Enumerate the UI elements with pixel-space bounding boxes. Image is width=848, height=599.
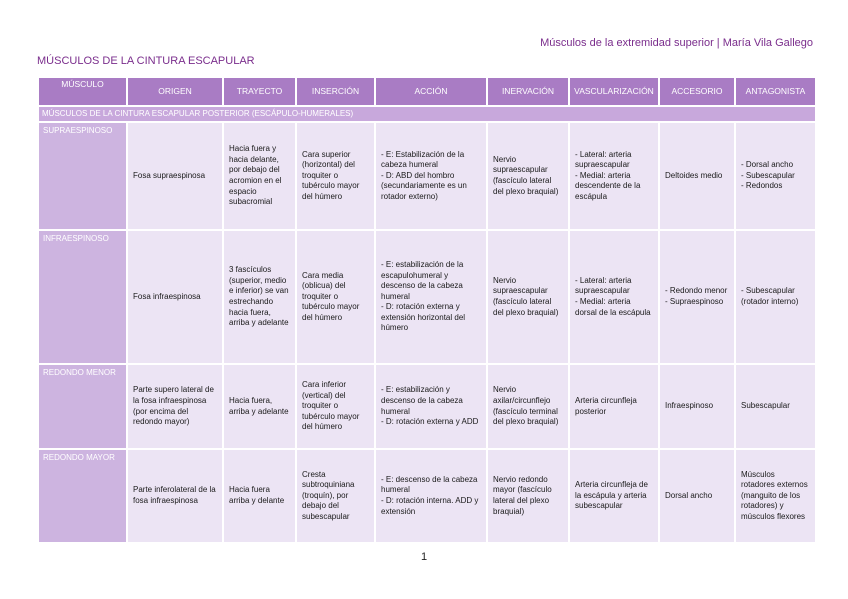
document-header-title: Músculos de la extremidad superior | María Vila Gallego (540, 37, 813, 49)
vascularizacion-cell (570, 365, 658, 448)
insercion-cell: Cresta subtroquiniana (troquín), por debajo del subescapular (297, 450, 374, 542)
accesorio-item: Infraespinoso (665, 401, 714, 411)
inervacion-cell: Nervio axilar/circunflejo (fascículo terminal del plexo braquial) (488, 365, 568, 448)
origen-cell: Parte inferolateral de la fosa infraespinosa (128, 450, 222, 542)
vascularizacion-cell (570, 450, 658, 542)
accion-cell (376, 450, 486, 542)
accesorio-cell (660, 450, 734, 542)
column-header-origen: ORIGEN (128, 78, 222, 105)
accesorio-item: - Supraespinoso (665, 297, 724, 306)
trayecto-cell: 3 fascículos (superior, medio e inferior) se van estrechando hacia fuera, arriba y adelante (224, 231, 295, 363)
accesorio-item: - Redondo menor (665, 286, 728, 296)
accion-item: - D: rotación interna. ADD y extensión (381, 496, 479, 516)
accion-item: - E: descenso de la cabeza humeral (381, 474, 478, 495)
trayecto-cell: Hacia fuera, arriba y adelante (224, 365, 295, 448)
accion-item: - E: Estabilización de la cabeza humeral (381, 149, 465, 170)
column-header-insercion: INSERCIÓN (297, 78, 374, 105)
insercion-cell: Cara media (oblicua) del troquiter o tubérculo mayor del húmero (297, 231, 374, 363)
origen-cell: Fosa supraespinosa (128, 123, 222, 229)
antagonista-cell (736, 450, 815, 542)
muscle-name: SUPRAESPINOSO (39, 123, 126, 229)
table-row (39, 365, 815, 448)
page-number: 1 (420, 551, 428, 563)
insercion-cell: Cara superior (horizontal) del troquiter o tubérculo mayor del húmero (297, 123, 374, 229)
accesorio-cell (660, 123, 734, 229)
group-row (39, 107, 815, 121)
antagonista-item: Músculos rotadores externos (manguito de los rotadores) y músculos flexores (741, 469, 808, 521)
origen-cell: Parte supero lateral de la fosa infraespinosa (por encima del redondo mayor) (128, 365, 222, 448)
accion-cell (376, 123, 486, 229)
antagonista-cell (736, 365, 815, 448)
column-header-accion: ACCIÓN (376, 78, 486, 105)
antagonista-cell (736, 123, 815, 229)
accion-item: - D: ABD del hombro (secundariamente es un rotador externo) (381, 170, 467, 201)
inervacion-cell: Nervio supraescapular (fascículo lateral del plexo braquial) (488, 123, 568, 229)
column-header-inervacion: INERVACIÓN (488, 78, 568, 105)
muscle-name: REDONDO MENOR (39, 365, 126, 448)
vascularizacion-cell (570, 231, 658, 363)
table-row (39, 450, 815, 542)
vascularizacion-item: - Medial: arteria dorsal de la escápula (575, 297, 651, 317)
vascularizacion-cell (570, 123, 658, 229)
table-header-row (39, 78, 815, 105)
inervacion-cell: Nervio redondo mayor (fascículo lateral del plexo braquial) (488, 450, 568, 542)
column-header-vascularizacion: VASCULARIZACIÓN (570, 78, 658, 105)
accion-cell (376, 231, 486, 363)
accion-item: - E: estabilización y descenso de la cabeza humeral (381, 385, 463, 416)
antagonista-item: - Dorsal ancho (741, 160, 794, 170)
column-header-antagonista: ANTAGONISTA (736, 78, 815, 105)
table-row (39, 231, 815, 363)
trayecto-cell: Hacia fuera arriba y delante (224, 450, 295, 542)
insercion-cell: Cara inferior (vertical) del troquiter o tubérculo mayor del húmero (297, 365, 374, 448)
antagonista-item: Subescapular (741, 401, 790, 411)
origen-cell: Fosa infraespinosa (128, 231, 222, 363)
accesorio-item: Dorsal ancho (665, 490, 713, 500)
muscles-table (37, 76, 817, 544)
antagonista-item: - Subescapular (rotador interno) (741, 286, 799, 306)
section-title: MÚSCULOS DE LA CINTURA ESCAPULAR (37, 55, 255, 67)
table-row (39, 123, 815, 229)
trayecto-cell: Hacia fuera y hacia delante, por debajo del acromion en el espacio subacromial (224, 123, 295, 229)
accesorio-cell (660, 365, 734, 448)
antagonista-item: - Redondos (741, 181, 783, 191)
antagonista-item: - Subescapular (741, 170, 795, 180)
accion-item: - D: rotación externa y extensión horizontal del húmero (381, 302, 466, 333)
vascularizacion-item: - Lateral: arteria supraescapular (575, 149, 632, 170)
accion-item: - E: estabilización de la escapulohumeral y descenso de la cabeza humeral (381, 260, 464, 301)
accion-cell (376, 365, 486, 448)
group-label: MÚSCULOS DE LA CINTURA ESCAPULAR POSTERIOR (ESCÁPULO-HUMERALES) (39, 107, 815, 121)
vascularizacion-item: Arteria circunfleja de la escápula y arteria subescapular (575, 480, 648, 511)
antagonista-cell (736, 231, 815, 363)
accesorio-item: Deltoides medio (665, 170, 723, 180)
muscle-name: REDONDO MAYOR (39, 450, 126, 542)
column-header-accesorio: ACCESORIO (660, 78, 734, 105)
accesorio-cell (660, 231, 734, 363)
vascularizacion-item: - Medial: arteria descendente de la escápula (575, 170, 641, 201)
column-header-trayecto: TRAYECTO (224, 78, 295, 105)
vascularizacion-item: - Lateral: arteria supraescapular (575, 275, 632, 296)
inervacion-cell: Nervio supraescapular (fascículo lateral del plexo braquial) (488, 231, 568, 363)
muscle-name: INFRAESPINOSO (39, 231, 126, 363)
accion-item: - D: rotación externa y ADD (381, 417, 479, 427)
vascularizacion-item: Arteria circunfleja posterior (575, 395, 637, 416)
column-header-musculo: MÚSCULO (39, 78, 126, 105)
